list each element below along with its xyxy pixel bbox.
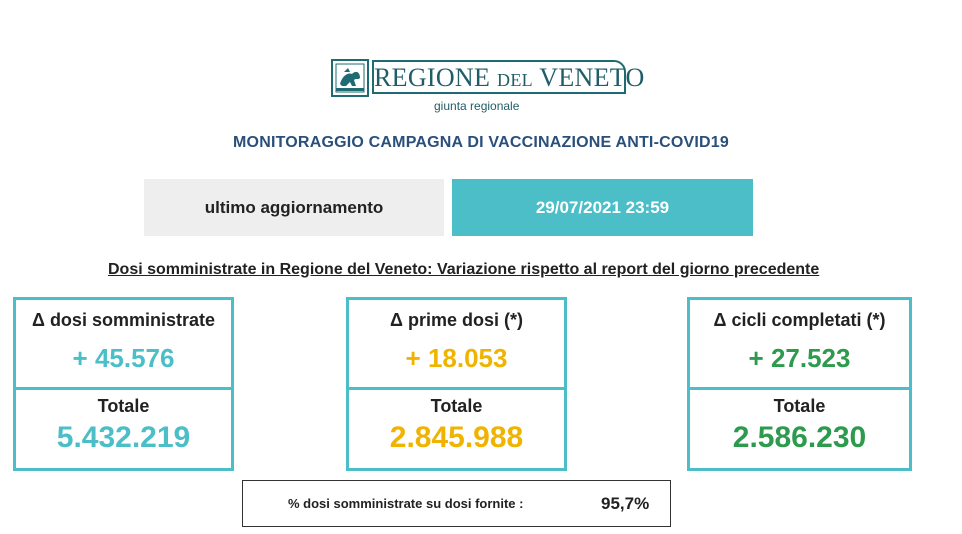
lion-of-saint-mark-emblem-icon	[330, 58, 370, 98]
card-label: Δ dosi somministrate	[32, 310, 215, 330]
card-label: Δ prime dosi (*)	[390, 310, 523, 330]
card-delta-value: + 18.053	[405, 343, 508, 373]
page-title: MONITORAGGIO CAMPAGNA DI VACCINAZIONE ANTI-COVID19	[233, 134, 729, 151]
card-delta-value: + 27.523	[748, 343, 851, 373]
card-delta-value: + 45.576	[72, 343, 175, 373]
card-total-value: 5.432.219	[56, 421, 191, 454]
card-label: Δ cicli completati (*)	[713, 310, 886, 330]
card-first-doses	[346, 297, 567, 471]
section-subtitle: Dosi somministrate in Regione del Veneto: Variazione rispetto al report del giorno precedente	[108, 261, 820, 278]
last-update-label: ultimo aggiornamento	[144, 179, 444, 236]
card-total-value: 2.845.988	[389, 421, 524, 454]
card-total-label: Totale	[430, 396, 483, 416]
card-divider	[690, 387, 909, 390]
logo-wordmark	[374, 63, 645, 93]
doses-ratio-value: 95,7%	[601, 494, 650, 513]
logo-subtitle: giunta regionale	[434, 99, 520, 113]
card-total-label: Totale	[97, 396, 150, 416]
card-completed-cycles	[687, 297, 912, 471]
last-update-value: 29/07/2021 23:59	[452, 179, 753, 236]
card-divider	[349, 387, 564, 390]
card-total-value: 2.586.230	[732, 421, 867, 454]
logo-word-regione: REGIONE	[374, 63, 491, 92]
card-doses-administered	[13, 297, 234, 471]
card-total-label: Totale	[773, 396, 826, 416]
regione-veneto-logo	[330, 58, 645, 120]
card-divider	[16, 387, 231, 390]
doses-ratio-box	[242, 480, 671, 527]
doses-ratio-label: % dosi somministrate su dosi fornite :	[288, 496, 524, 511]
logo-word-veneto: VENETO	[539, 63, 645, 92]
logo-word-del: DEL	[497, 70, 533, 90]
